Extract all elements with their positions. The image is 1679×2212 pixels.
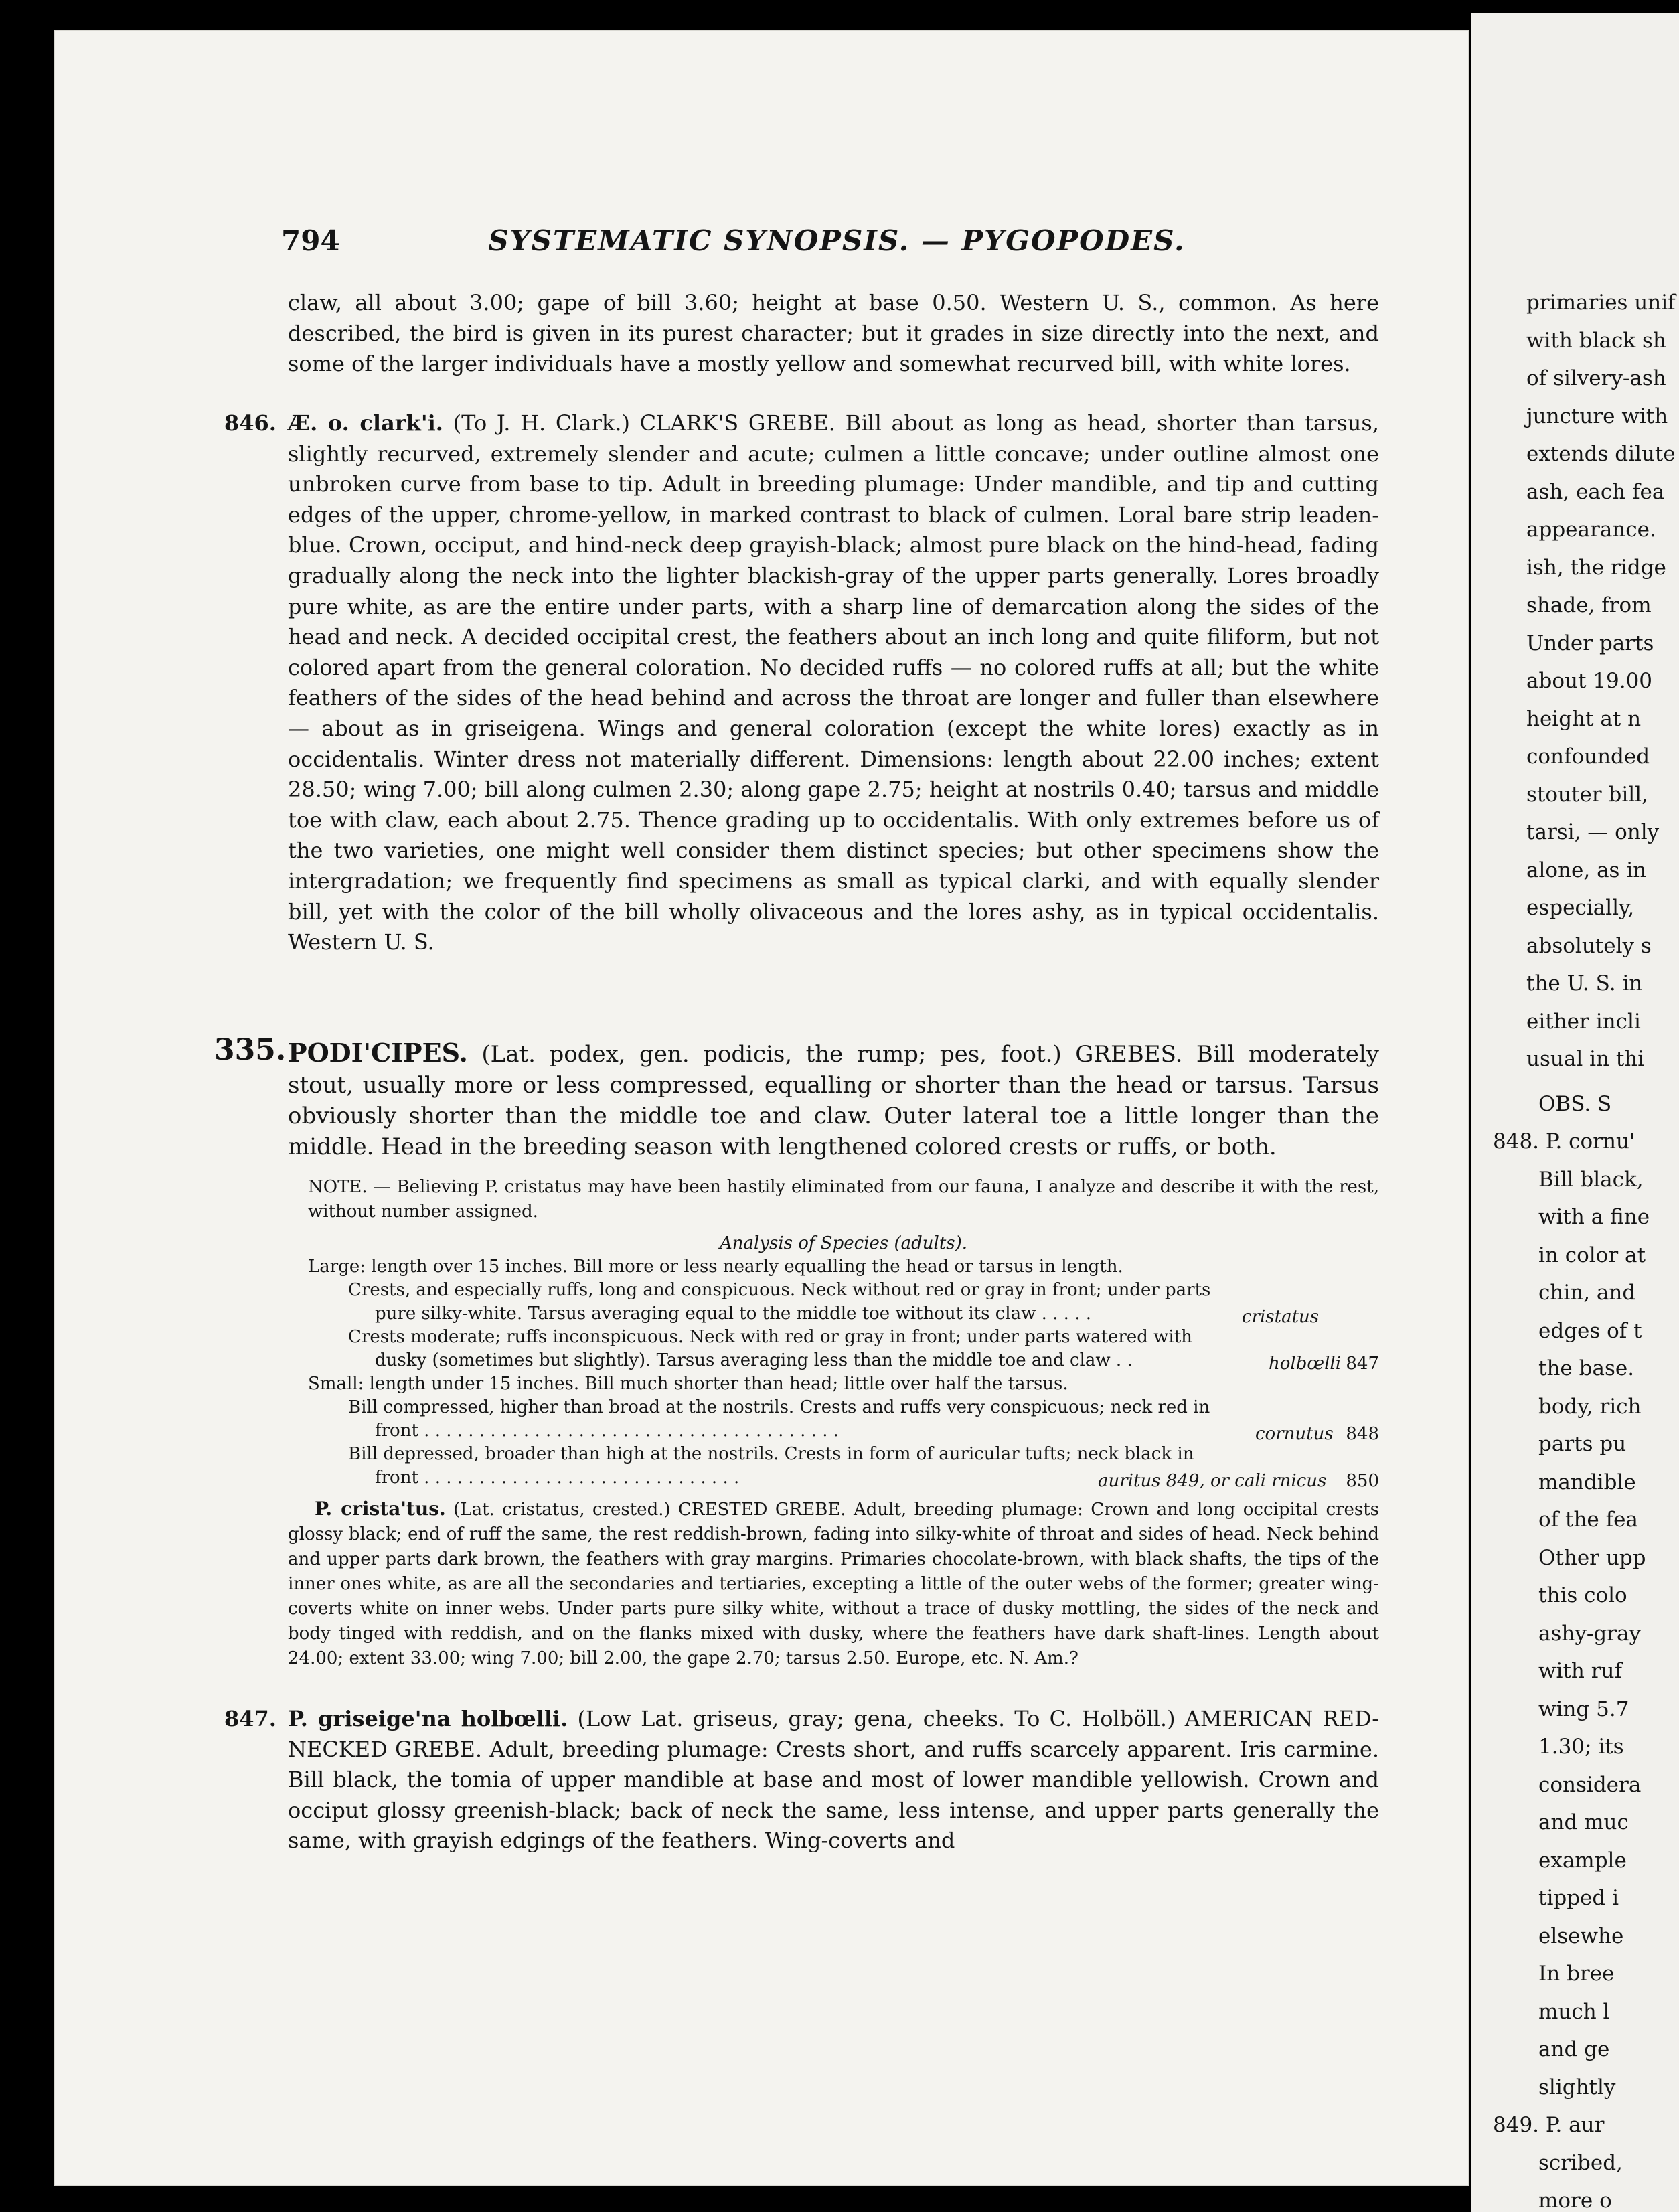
facing-page-line: edges of t [1538, 1318, 1642, 1343]
genus-name: PODI'CIPES. [288, 1038, 468, 1068]
facing-page-edge [1471, 13, 1679, 2212]
entry-number: 846. [224, 410, 276, 436]
facing-page-line: mandible [1538, 1470, 1636, 1494]
species-name: P. crista'tus. [315, 1498, 446, 1520]
genus-335 [214, 1033, 1379, 1162]
facing-page-line: Under parts [1526, 631, 1654, 655]
facing-page-line: ish, the ridge [1526, 555, 1666, 580]
facing-page-line: wing 5.7 [1538, 1696, 1629, 1721]
entry-text: (To J. H. Clark.) CLARK'S GREBE. Bill about as long as head, shorter than tarsus, slightly recurved, extremely slender and acute; culmen a little concave; under outline almost one unbroken curve from base to tip. Adult in breeding plumage: Under mandible, and tip and cutting edges of the upper, chrome-yellow, in marked contrast to black of culmen. Loral bare strip leaden-blue. Crown, occiput, and hind-neck deep grayish-black; almost pure black on the hind-head, fading gradually along the neck into the lighter blackish-gray of the upper parts generally. Lores broadly pure white, as are the entire under parts, with a sharp line of demarcation along the sides of the head and neck. A decided occipital crest, the feathers about an inch long and quite filiform, but not colored apart from the general coloration. No decided ruffs — no colored ruffs at all; but the white feathers of the sides of the head behind and across the throat are longer and fuller than elsewhere — about as in griseigena. Wings and general coloration (except the white lores) exactly as in occidentalis. Winter dress not materially different. Dimensions: length about 22.00 inches; extent 28.50; wing 7.00; bill along culmen 2.30; along gape 2.75; height at nostrils 0.40; tarsus and middle toe with claw, each about 2.75. Thence grading up to occidentalis. With only extremes before us of the two varieties, one might well consider them distinct species; but other specimens show the intergradation; we frequently find specimens as small as typical clarki, and with equally slender bill, yet with the color of the bill wholly olivaceous and the lores ashy, as in typical occidentalis. Western U. S. [288, 410, 1380, 955]
page-header [281, 224, 1392, 264]
key-species: holbœlli [1269, 1354, 1342, 1374]
facing-page-line: in color at [1538, 1243, 1646, 1267]
key-row: front . . . . . . . . . . . . . . . . . . . . . . . . . . . . . [375, 1468, 740, 1488]
facing-page-line: height at n [1526, 706, 1642, 731]
key-row: Crests, and especially ruffs, long and conspicuous. Neck without red or gray in front; under parts [348, 1280, 1211, 1300]
key-row: dusky (sometimes but slightly). Tarsus averaging less than the middle toe and claw . . [375, 1350, 1133, 1370]
facing-page-line: more o [1538, 2189, 1612, 2212]
running-head: SYSTEMATIC SYNOPSIS. — PYGOPODES. [488, 224, 1186, 257]
facing-page-line: this colo [1538, 1583, 1627, 1607]
facing-page-line: especially, [1526, 896, 1635, 920]
facing-page-line: with ruf [1538, 1659, 1622, 1683]
page-number: 794 [281, 224, 340, 257]
facing-page-line: Other upp [1538, 1545, 1646, 1570]
key-species: auritus 849, or cali rnicus [1098, 1471, 1327, 1491]
note-paragraph: NOTE. — Believing P. cristatus may have been hastily eliminated from our fauna, I analyze and describe it with the rest, without number assigned. [308, 1177, 1379, 1222]
facing-page-line: 1.30; its [1538, 1735, 1624, 1759]
facing-page-line: primaries unif [1526, 291, 1676, 315]
entry-846 [224, 408, 1380, 958]
facing-page-line: 849. P. aur [1493, 2113, 1605, 2137]
species-name: Æ. o. clark'i. [288, 410, 443, 436]
key-species: cornutus [1255, 1424, 1334, 1444]
facing-page-line: stouter bill, [1526, 782, 1648, 807]
facing-page-line: OBS. S [1538, 1091, 1612, 1116]
facing-page-line: juncture with [1526, 404, 1668, 428]
key-row: Bill depressed, broader than high at the nostrils. Crests in form of auricular tufts; neck black in [348, 1444, 1194, 1464]
entry-847 [224, 1704, 1380, 1856]
facing-page-line: either incli [1526, 1009, 1641, 1034]
facing-page-line: about 19.00 [1526, 669, 1653, 693]
entry-number: 847. [224, 1706, 276, 1731]
key-row: Bill compressed, higher than broad at the nostrils. Crests and ruffs very conspicuous; neck red in [348, 1397, 1210, 1417]
facing-page-line: body, rich [1538, 1394, 1642, 1419]
facing-page-line: chin, and [1538, 1281, 1636, 1305]
facing-page-line: parts pu [1538, 1432, 1627, 1456]
facing-page-line: shade, from [1526, 593, 1652, 617]
facing-page-line: the base. [1538, 1356, 1635, 1380]
entry-text: (Low Lat. griseus, gray; gena, cheeks. To C. Holböll.) AMERICAN RED-NECKED GREBE. Adult, breeding plumage: Crests short, and ruffs scarcely apparent. Iris carmine. Bill black, the tomia of upper mandible at base and most of lower mandible yellowish. Crown and occiput glossy greenish-black; back of neck the same, less intense, and upper parts generally the same, with grayish edgings of the feathers. Wing-coverts and [288, 1706, 1380, 1854]
facing-page-line: alone, as in [1526, 858, 1647, 882]
facing-page-line: confounded [1526, 744, 1650, 769]
facing-page-line: ashy-gray [1538, 1621, 1642, 1646]
facing-page-line: tarsi, — only [1526, 820, 1660, 844]
key-reference: 850 [1346, 1471, 1379, 1491]
genus-number: 335. [214, 1033, 287, 1067]
facing-page-line: with black sh [1526, 328, 1666, 353]
facing-page-line: In bree [1538, 1962, 1615, 1986]
key-species: cristatus [1242, 1307, 1320, 1327]
facing-page-line: with a fine [1538, 1205, 1650, 1229]
facing-page-line: and ge [1538, 2037, 1610, 2061]
facing-page-line: absolutely s [1526, 933, 1652, 958]
key-reference: 848 [1346, 1424, 1379, 1444]
facing-page-line: of the fea [1538, 1508, 1638, 1532]
facing-page-line: tipped i [1538, 1886, 1619, 1910]
facing-page-line: extends dilute [1526, 442, 1676, 466]
facing-page-line: ash, each fea [1526, 479, 1665, 504]
species-name: P. griseige'na holbœlli. [288, 1706, 568, 1731]
key-reference: 847 [1346, 1354, 1379, 1374]
facing-page-line: and muc [1538, 1810, 1629, 1834]
facing-page-line: 848. P. cornu' [1493, 1129, 1635, 1154]
continuation-paragraph: claw, all about 3.00; gape of bill 3.60; height at base 0.50. Western U. S., common. As here described, the bird is given in its purest character; but it grades in size directly into the next, and some of the larger individuals have a mostly yellow and somewhat recurved bill, with white lores. [288, 290, 1379, 377]
facing-page-line: scribed, [1538, 2150, 1623, 2175]
facing-page-line: considera [1538, 1772, 1642, 1797]
facing-page-line: much l [1538, 1999, 1610, 2024]
entry-text: (Lat. cristatus, crested.) CRESTED GREBE. Adult, breeding plumage: Crown and long occipital crests glossy black; end of ruff the same, the rest reddish-brown, fading into silky-white of throat and sides of head. Neck behind and upper parts dark brown, the feathers with gray margins. Primaries chocolate-brown, with black shafts, the tips of the inner ones white, as are all the secondaries and tertiaries, excepting a little of the outer webs of the former; greater wing-coverts white on inner webs. Under parts pure silky white, without a trace of dusky mottling, the sides of the neck and body tinged with reddish, and on the flanks mixed with dusky, where the feathers have dark shaft-lines. Length about 24.00; extent 33.00; wing 7.00; bill 2.00, the gape 2.70; tarsus 2.50. Europe, etc. N. Am.? [288, 1500, 1379, 1668]
facing-page-line: the U. S. in [1526, 971, 1643, 996]
facing-page-line: elsewhe [1538, 1923, 1624, 1948]
facing-page-line: usual in thi [1526, 1047, 1645, 1071]
genus-text: (Lat. podex, gen. podicis, the rump; pes, foot.) GREBES. Bill moderately stout, usually more or less compressed, equalling or shorter than the head or tarsus. Tarsus obviously shorter than the middle toe and claw. Outer lateral toe a little longer than the middle. Head in the breeding season with lengthened colored crests or ruffs, or both. [288, 1041, 1379, 1160]
facing-page-line: Bill black, [1538, 1167, 1644, 1192]
key-row: Large: length over 15 inches. Bill more or less nearly equalling the head or tarsus in length. [308, 1257, 1123, 1277]
key-row: Crests moderate; ruffs inconspicuous. Neck with red or gray in front; under parts watered with [348, 1327, 1192, 1347]
key-row: Small: length under 15 inches. Bill much shorter than head; little over half the tarsus. [308, 1374, 1068, 1394]
facing-page-line: slightly [1538, 2075, 1616, 2100]
facing-page-line: appearance. [1526, 518, 1656, 542]
cristatus-entry [288, 1496, 1379, 1671]
facing-page-line: of silvery-ash [1526, 366, 1666, 390]
key-row: pure silky-white. Tarsus averaging equal to the middle toe without its claw . . . . . [375, 1304, 1091, 1324]
key-row: front . . . . . . . . . . . . . . . . . . . . . . . . . . . . . . . . . . . . . . [375, 1421, 840, 1441]
species-key [308, 1229, 1379, 1523]
facing-page-line: example [1538, 1848, 1627, 1873]
key-caption: Analysis of Species (adults). [719, 1233, 968, 1253]
